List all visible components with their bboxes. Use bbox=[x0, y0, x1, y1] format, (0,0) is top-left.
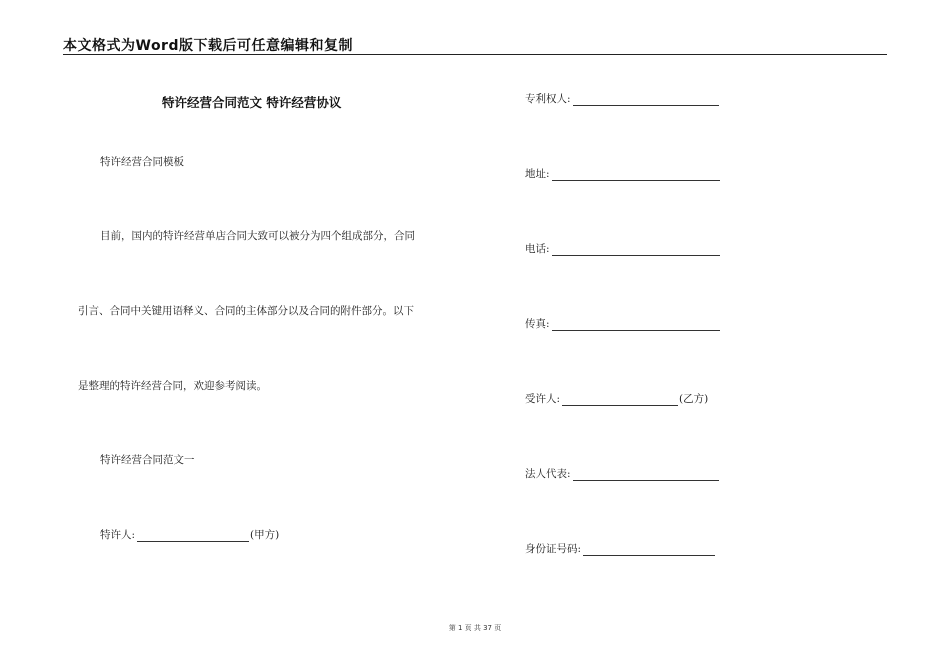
page-number: 第 1 页 共 37 页 bbox=[448, 624, 502, 632]
id-number-field bbox=[525, 542, 715, 556]
address-label: 地址: bbox=[525, 168, 550, 180]
franchisor-field bbox=[100, 528, 279, 542]
legal-rep-field bbox=[525, 467, 719, 481]
patentee-blank bbox=[573, 93, 719, 106]
paragraph-line-1: 目前，国内的特许经营单店合同大致可以被分为四个组成部分，合同 bbox=[100, 230, 415, 242]
licensee-suffix: (乙方) bbox=[679, 393, 709, 405]
franchisor-suffix: (甲方) bbox=[250, 529, 280, 541]
legal-rep-blank bbox=[573, 468, 719, 481]
paragraph-line-3: 是整理的特许经营合同，欢迎参考阅读。 bbox=[78, 380, 267, 392]
address-field bbox=[525, 167, 720, 181]
licensee-field bbox=[525, 392, 708, 406]
licensee-label: 受许人: bbox=[525, 393, 561, 405]
fax-label: 传真: bbox=[525, 318, 550, 330]
patentee-field bbox=[525, 92, 719, 106]
phone-blank bbox=[552, 243, 720, 256]
franchisor-label: 特许人: bbox=[100, 529, 136, 541]
id-number-blank bbox=[583, 543, 715, 556]
page-header bbox=[63, 34, 887, 55]
fax-field bbox=[525, 317, 720, 331]
fax-blank bbox=[552, 318, 720, 331]
phone-field bbox=[525, 242, 720, 256]
franchisor-blank bbox=[137, 529, 249, 542]
id-number-label: 身份证号码: bbox=[525, 543, 582, 555]
section-title: 特许经营合同范文一 bbox=[100, 454, 195, 466]
patentee-label: 专利权人: bbox=[525, 93, 571, 105]
licensee-blank bbox=[562, 393, 678, 406]
phone-label: 电话: bbox=[525, 243, 550, 255]
document-title: 特许经营合同范文 特许经营协议 bbox=[162, 95, 342, 110]
header-title: 本文格式为Word版下载后可任意编辑和复制 bbox=[63, 38, 353, 54]
paragraph-line-2: 引言、合同中关键用语释义、合同的主体部分以及合同的附件部分。以下 bbox=[78, 305, 414, 317]
address-blank bbox=[552, 168, 720, 181]
legal-rep-label: 法人代表: bbox=[525, 468, 571, 480]
subtitle: 特许经营合同模板 bbox=[100, 156, 184, 168]
